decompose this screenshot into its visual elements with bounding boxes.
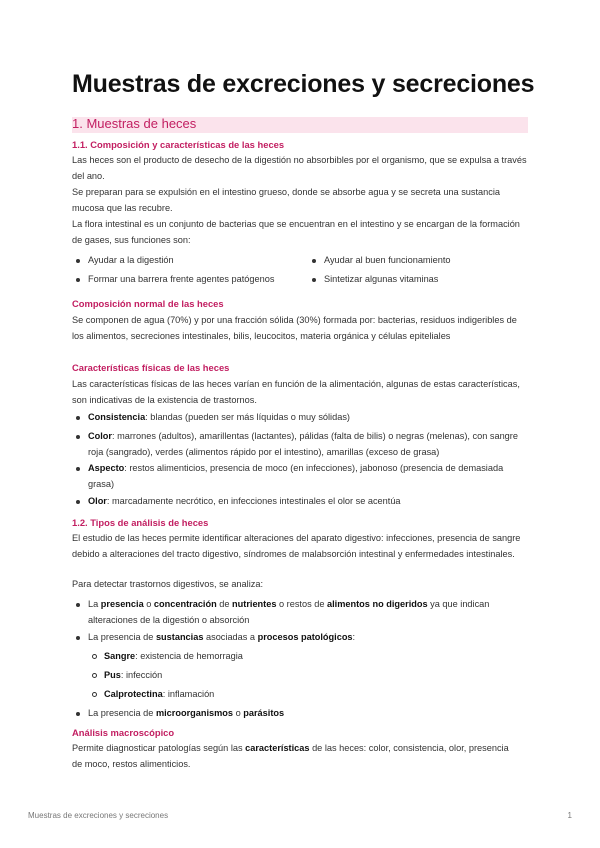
list-item: Pus: infección xyxy=(88,668,162,684)
paragraph-expulsion: Se preparan para se expulsión en el intestino grueso, donde se absorbe agua y se secreta una sustancia mucosa que las recubre. xyxy=(72,187,501,213)
list-item: Consistencia: blandas (pueden ser más líquidas o muy sólidas) xyxy=(72,410,528,426)
footer-document-title: Muestras de excreciones y secreciones xyxy=(28,811,169,820)
page-title: Muestras de excreciones y secreciones xyxy=(72,70,535,98)
list-item: Formar una barrera frente agentes patógenos xyxy=(72,272,274,288)
paragraph-flora: La flora intestinal es un conjunto de bacterias que se encuentran en el intestino y se encargan de la formación de gases, sus funciones son: xyxy=(72,219,520,245)
subheading-caracteristicas-fisicas: Características físicas de las heces xyxy=(72,362,230,373)
list-item: Color: marrones (adultos), amarillentas (lactantes), pálidas (falta de bilis) o negras (melenas), con sangre roja (sangrado), verdes (alimentos rápido por el intestino), amarillas (exceso de grasa) xyxy=(72,429,528,460)
list-item: Ayudar a la digestión xyxy=(72,253,174,269)
paragraph-composicion-normal: Se componen de agua (70%) y por una fracción sólida (30%) formada por: bacterias, residuos indigeribles de los alimentos, secreciones intestinales, bilis, leucocitos, materia orgánica y células epiteliales xyxy=(72,315,517,341)
list-item: Sangre: existencia de hemorragia xyxy=(88,649,243,665)
list-item: Olor: marcadamente necrótico, en infecciones intestinales el olor se acentúa xyxy=(72,494,528,510)
list-item: La presencia o concentración de nutrientes o restos de alimentos no digeridos ya que indican alteraciones de la digestión o absorción xyxy=(72,597,528,628)
list-item: Aspecto: restos alimenticios, presencia de moco (en infecciones), jabonoso (presencia de demasiada grasa) xyxy=(72,461,528,492)
list-item: La presencia de sustancias asociadas a procesos patológicos: xyxy=(72,630,528,646)
paragraph-macroscopico: Permite diagnosticar patologías según las características de las heces: color, consistencia, olor, presencia de moco, restos alimenticios. xyxy=(72,743,509,769)
list-item: Sintetizar algunas vitaminas xyxy=(308,272,438,288)
paragraph-estudio-heces: El estudio de las heces permite identificar alteraciones del aparato digestivo: infecciones, presencia de sangre debido a alteraciones del tracto digestivo, síndromes de malabsorción intestinal y enfermedades intestinales. xyxy=(72,533,521,559)
paragraph-detectar: Para detectar trastornos digestivos, se analiza: xyxy=(72,579,263,589)
page-number: 1 xyxy=(567,811,572,820)
paragraph-caracteristicas: Las características físicas de las heces varían en función de la alimentación, algunas de estas características, son indicativas de la existencia de trastornos. xyxy=(72,379,520,405)
subheading-analisis-macroscopico: Análisis macroscópico xyxy=(72,727,175,738)
section-title-heces: 1. Muestras de heces xyxy=(72,116,197,131)
list-item: Ayudar al buen funcionamiento xyxy=(308,253,451,269)
subheading-composicion-normal: Composición normal de las heces xyxy=(72,298,224,309)
subheading-tipos-analisis: 1.2. Tipos de análisis de heces xyxy=(72,517,209,528)
subheading-composicion: 1.1. Composición y características de las heces xyxy=(72,139,285,150)
list-item: Calprotectina: inflamación xyxy=(88,687,214,703)
paragraph-heces-definicion: Las heces son el producto de desecho de la digestión no absorbibles por el organismo, que se expulsa a través del ano. xyxy=(72,155,527,181)
list-item: La presencia de microorganismos o parásitos xyxy=(72,706,284,722)
